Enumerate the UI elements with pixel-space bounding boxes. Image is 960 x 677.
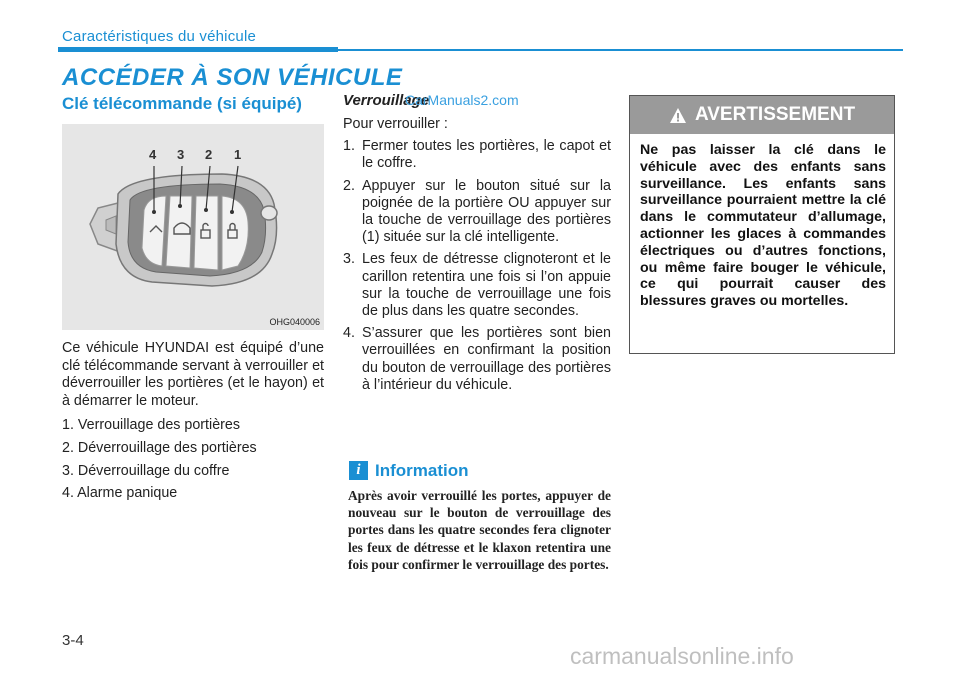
main-title: ACCÉDER À SON VÉHICULE	[62, 64, 403, 91]
header-rule-thick	[58, 47, 338, 52]
info-title: Information	[375, 461, 469, 480]
info-text: Après avoir verrouillé les portes, appuyer de nouveau sur le bouton de verrouillage des portes dans les quatre secondes fera clignoter les feux de détresse et le klaxon retentira une fois pour confirmer le verrouillage des portes.	[348, 488, 611, 572]
feature-item: 3. Déverrouillage du coffre	[62, 462, 230, 479]
step-text: Fermer toutes les portières, le capot et le coffre.	[362, 138, 611, 172]
step-number: 2.	[343, 177, 355, 194]
warning-header	[630, 96, 894, 134]
step-number: 3.	[343, 251, 355, 268]
figure-code: OHG040006	[269, 317, 320, 327]
callout-4: 4	[149, 147, 157, 162]
watermark-footer[interactable]: carmanualsonline.info	[570, 643, 794, 669]
warning-text: Ne pas laisser la clé dans le véhicule avec des enfants sans surveillance. Les enfants sans surveillance pourraient mettre la clé dans le commutateur d’allumage, actionner les glaces à commandes électriques ou d’autres fonctions, ou même faire bouger le véhicule, ce qui pourrait causer des blessures graves ou mortelles.	[640, 142, 886, 310]
step-text: Les feux de détresse clignoteront et le carillon retentira une fois si l’on appuie sur la touche de verrouillage une fois de plus dans les quatre secondes.	[362, 251, 611, 320]
locking-title: Verrouillage	[343, 92, 430, 109]
locking-intro: Pour verrouiller :	[343, 116, 448, 132]
key-figure	[62, 124, 324, 330]
smart-key-illustration	[62, 124, 324, 330]
info-icon: i	[349, 461, 368, 480]
step-text: S’assurer que les portières sont bien verrouillées en confirmant la position du bouton de verrouillage des portières à l’intérieur du véhicule.	[362, 325, 611, 393]
page-number: 3-4	[62, 632, 84, 649]
locking-step	[343, 138, 611, 172]
step-text: Appuyer sur le bouton situé sur la poignée de la portière OU appuyer sur la touche de verrouillage des portières (1) située sur la clé intelligente.	[362, 177, 611, 246]
warning-triangle-icon	[669, 107, 687, 124]
feature-item: 2. Déverrouillage des portières	[62, 439, 257, 456]
callout-3: 3	[177, 147, 185, 162]
step-number: 4.	[343, 325, 355, 342]
locking-step	[343, 325, 611, 394]
step-number: 1.	[343, 138, 355, 155]
locking-step	[343, 251, 611, 320]
watermark-link[interactable]: CarManuals2.com	[405, 92, 519, 108]
callout-1: 1	[234, 147, 242, 162]
header-rule-thin	[338, 49, 903, 51]
sub-title: Clé télécommande (si équipé)	[62, 94, 302, 113]
intro-paragraph: Ce véhicule HYUNDAI est équipé d’une clé télécommande servant à verrouiller et déverrouiller les portières (et le hayon) et à démarrer le moteur.	[62, 340, 324, 409]
feature-item: 4. Alarme panique	[62, 485, 178, 502]
feature-item: 1. Verrouillage des portières	[62, 417, 241, 434]
callout-2: 2	[205, 147, 213, 162]
intro-section	[62, 340, 324, 508]
warning-title: AVERTISSEMENT	[694, 104, 856, 125]
locking-section	[343, 92, 611, 399]
section-label: Caractéristiques du véhicule	[62, 28, 257, 45]
locking-step	[343, 178, 611, 247]
warning-box	[629, 95, 895, 354]
